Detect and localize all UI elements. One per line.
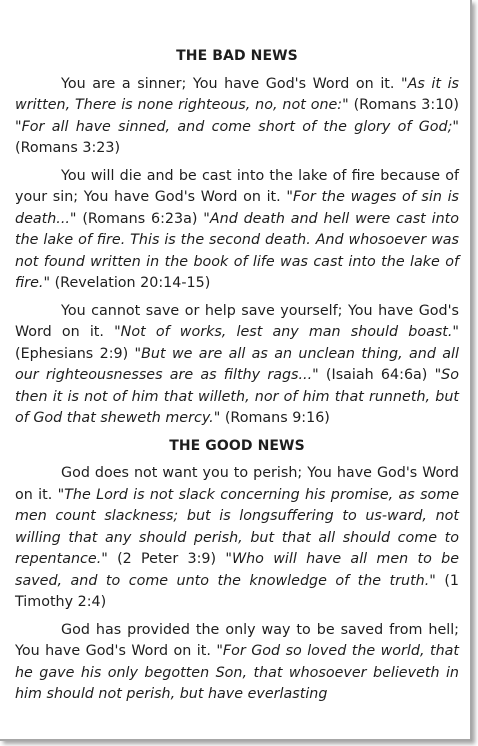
scripture-quote: "Who will have all men to be saved, and to come unto the knowledge of the truth." [15, 551, 459, 589]
statement-text: God does not want you to perish; You have God's Word on it. [15, 465, 459, 503]
good-news-heading: THE GOOD NEWS [169, 437, 305, 454]
scripture-reference: (Ephesians 2:9) [15, 345, 135, 362]
bad-news-paragraph-sinner [15, 74, 459, 160]
scripture-reference: (Romans 3:10) [348, 97, 459, 113]
scripture-quote: "For all have sinned, and come short of the glory of God;" [15, 118, 459, 135]
scripture-reference: (Romans 6:23a) [76, 210, 204, 227]
good-news-paragraph-perish [15, 463, 459, 614]
scripture-reference: (Romans 3:23) [15, 140, 121, 156]
scripture-quote: "So then it is not of him that willeth, nor of him that runneth, but of God that sheweth mercy." [15, 367, 459, 426]
statement-text: You are a sinner; You have God's Word on it. [61, 75, 402, 92]
scripture-reference: (Revelation 20:14-15) [50, 275, 211, 291]
statement-text: You will die and be cast into the lake of fire because of your sin; You have God's Word on it. [15, 167, 459, 205]
scripture-reference: (Isaiah 64:6a) [318, 367, 435, 383]
scripture-quote: "But we are all as an unclean thing, and all our righteousnesses are as filthy rags..." [15, 345, 459, 383]
scripture-reference: (1 Timothy 2:4) [15, 572, 459, 610]
bad-news-heading: THE BAD NEWS [176, 48, 298, 64]
statement-text: God has provided the only way to be saved from hell; You have God's Word on it. [15, 621, 459, 659]
scripture-quote: "Not of works, lest any man should boast." [114, 324, 460, 340]
bad-news-paragraph-death [15, 166, 459, 295]
good-news-paragraph-way [15, 620, 459, 706]
scripture-quote: "The Lord is not slack concerning his promise, as some men count slackness; but is longsuffering to us-ward, not willing that any should perish, but that all should come to repentance." [15, 486, 459, 567]
bad-news-paragraph-works [15, 301, 459, 430]
scripture-reference: (Romans 9:16) [220, 410, 330, 426]
scripture-quote: "For the wages of sin is death..." [15, 189, 459, 227]
tract-content [15, 46, 459, 706]
scripture-quote: "As it is written, There is none righteous, no, not one:" [15, 75, 459, 113]
scripture-quote: "For God so loved the world, that he gave his only begotten Son, that whosoever believeth in him should not perish, but have everlasting [15, 643, 460, 702]
scripture-reference: (2 Peter 3:9) [107, 551, 226, 567]
scripture-quote: "And death and hell were cast into the lake of fire. This is the second death. And whosoever was not found written in the book of life was cast into the lake of fire." [15, 210, 459, 291]
statement-text: You cannot save or help save yourself; You have God's Word on it. [15, 302, 459, 340]
